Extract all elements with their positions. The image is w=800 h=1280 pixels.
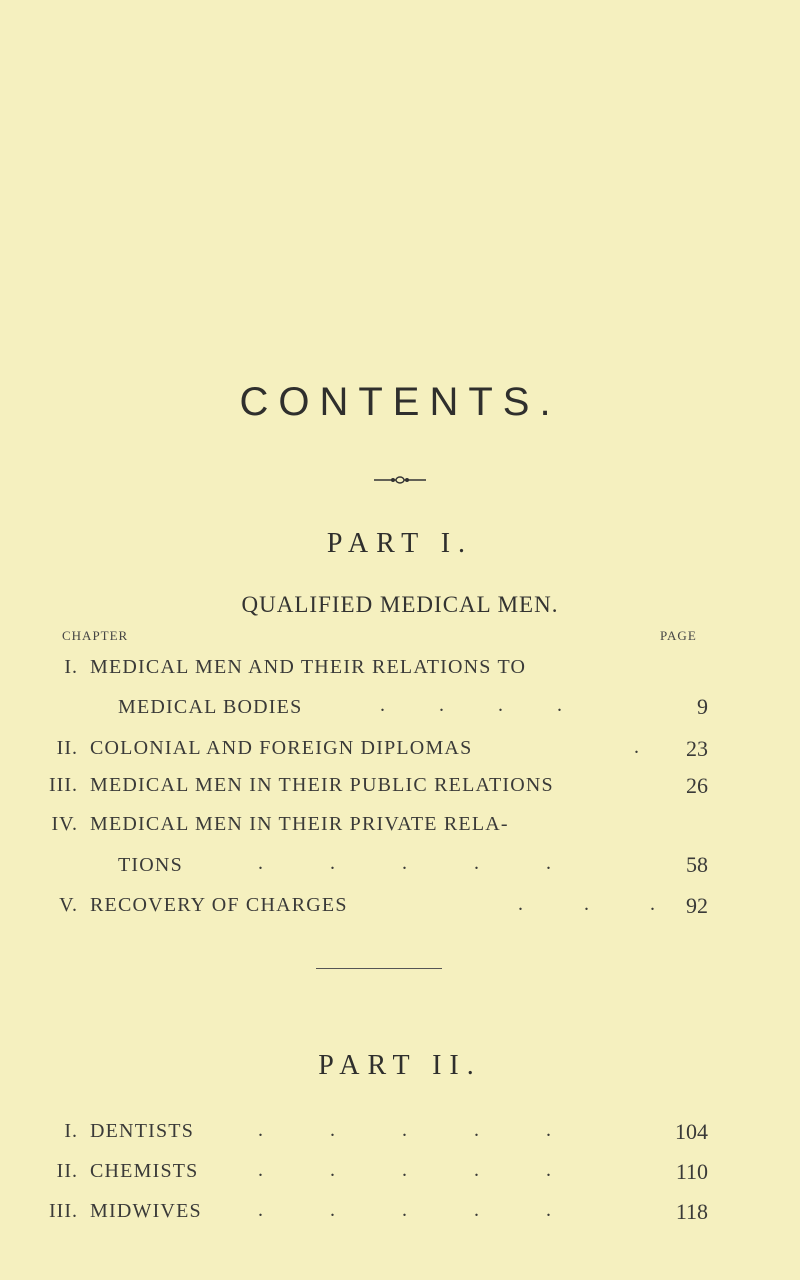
chapter-number: I.	[64, 1120, 78, 1142]
chapter-number: V.	[59, 894, 78, 916]
chapter-title-continued: TIONS	[118, 854, 183, 876]
dot-leader: .	[634, 736, 639, 758]
contents-title: CONTENTS.	[239, 380, 561, 424]
dot-leader: . . . . .	[258, 1119, 551, 1141]
part-two-heading: PART II.	[318, 1050, 482, 1081]
page-column-label: PAGE	[660, 628, 697, 643]
page-number: 23	[686, 736, 708, 761]
chapter-title: COLONIAL AND FOREIGN DIPLOMAS	[90, 737, 473, 759]
chapter-title: MEDICAL MEN AND THEIR RELATIONS TO	[90, 656, 527, 678]
chapter-number: III.	[49, 1200, 78, 1222]
chapter-number: II.	[56, 737, 78, 759]
chapter-title: DENTISTS	[90, 1120, 195, 1142]
horizontal-rule	[316, 968, 442, 969]
page-number: 118	[675, 1199, 708, 1224]
page-number: 26	[686, 773, 708, 798]
chapter-number: IV.	[51, 813, 78, 835]
ornament-divider	[370, 476, 430, 484]
chapter-title: MEDICAL MEN IN THEIR PUBLIC RELATIONS	[90, 774, 554, 796]
page-number: 110	[675, 1159, 708, 1184]
chapter-title: MEDICAL MEN IN THEIR PRIVATE RELA-	[90, 813, 509, 835]
page-number: 9	[697, 694, 708, 719]
chapter-title-continued: MEDICAL BODIES	[118, 696, 303, 718]
dot-leader: . . . . .	[258, 1159, 551, 1181]
page-number: 104	[675, 1119, 708, 1144]
dot-leader: . . .	[518, 893, 655, 915]
part-one-heading: PART I.	[326, 528, 474, 559]
dot-leader: . . . . .	[258, 852, 551, 874]
chapter-number: II.	[56, 1160, 78, 1182]
section-heading: QUALIFIED MEDICAL MEN.	[241, 592, 559, 617]
page-number: 58	[686, 852, 708, 877]
chapter-column-label: CHAPTER	[62, 628, 129, 643]
chapter-title: CHEMISTS	[90, 1160, 199, 1182]
page-number: 92	[686, 893, 708, 918]
chapter-title: RECOVERY OF CHARGES	[90, 894, 348, 916]
dot-leader: . . . . .	[258, 1199, 551, 1221]
dot-leader: . . . .	[380, 694, 562, 716]
chapter-title: MIDWIVES	[90, 1200, 202, 1222]
chapter-number: III.	[49, 774, 78, 796]
chapter-number: I.	[64, 656, 78, 678]
